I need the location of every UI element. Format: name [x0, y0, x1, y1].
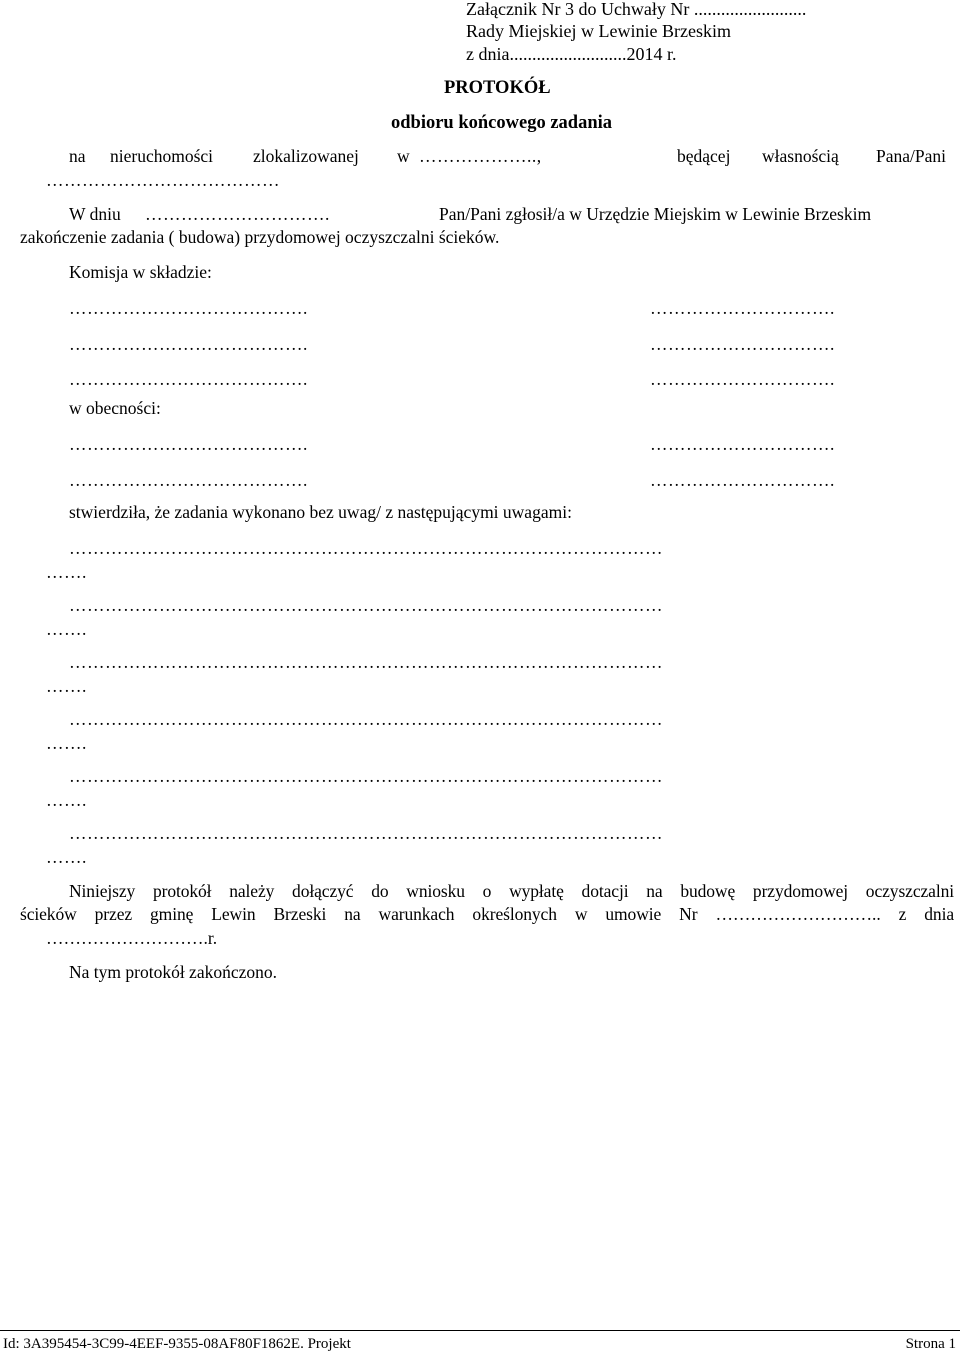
property-word-bedacej: będącej	[677, 146, 731, 166]
document-id: Id: 3A395454-3C99-4EEF-9355-08AF80F1862E. Projekt	[3, 1336, 351, 1352]
property-word-zlokalizowanej: zlokalizowanej	[253, 146, 359, 166]
remarks-line-2: ………………………………………………………………………………………	[69, 597, 663, 615]
document-title: PROTOKÓŁ	[444, 78, 551, 98]
property-word-w: w	[397, 146, 410, 166]
date-field: ………………………….	[145, 206, 330, 224]
property-word-nieruchomosci: nieruchomości	[110, 146, 214, 166]
commission-member-right-1: ………………………….	[650, 300, 835, 318]
task-description: zakończenie zadania ( budowa) przydomowej oczyszczalni ścieków.	[20, 227, 500, 247]
remarks-line-6-tail: …….	[46, 849, 87, 867]
date-prefix: W dniu	[69, 204, 121, 224]
remarks-line-3: ………………………………………………………………………………………	[69, 654, 663, 672]
closing-line-2: ścieków przez gminę Lewin Brzeski na warunkach określonych w umowie Nr ……………………….. z dnia	[20, 904, 954, 924]
property-word-na: na	[69, 146, 86, 166]
attachment-header-line3: z dnia..........................2014 r.	[466, 44, 677, 64]
remarks-line-1: ………………………………………………………………………………………	[69, 540, 663, 558]
closing-line-3: ……………………….r.	[46, 928, 218, 948]
attachment-header-line1: Załącznik Nr 3 do Uchwały Nr .........................	[466, 0, 807, 19]
page-number: Strona 1	[905, 1336, 956, 1352]
document-subtitle: odbioru końcowego zadania	[391, 113, 613, 133]
date-line-text: Pan/Pani zgłosił/a w Urzędzie Miejskim w Lewinie Brzeskim	[439, 204, 872, 224]
end-note: Na tym protokół zakończono.	[69, 962, 278, 982]
commission-member-left-3: ………………………………….	[69, 371, 308, 389]
commission-member-left-1: ………………………………….	[69, 300, 308, 318]
commission-member-right-3: ………………………….	[650, 371, 835, 389]
presence-label: w obecności:	[69, 398, 161, 418]
closing-line-1: Niniejszy protokół należy dołączyć do wniosku o wypłatę dotacji na budowę przydomowej oczyszczalni	[69, 881, 954, 901]
property-word-wlasnoscia: własnością	[762, 146, 839, 166]
presence-person-right-1: ………………………….	[650, 436, 835, 454]
attachment-header-line2: Rady Miejskiej w Lewinie Brzeskim	[466, 21, 731, 41]
property-word-pana-pani: Pana/Pani	[876, 146, 946, 166]
remarks-line-4-tail: …….	[46, 735, 87, 753]
remarks-line-4: ………………………………………………………………………………………	[69, 711, 663, 729]
remarks-line-2-tail: …….	[46, 621, 87, 639]
location-field: ………………..,	[419, 148, 542, 166]
commission-label: Komisja w składzie:	[69, 262, 212, 282]
presence-person-right-2: ………………………….	[650, 472, 835, 490]
presence-person-left-2: ………………………………….	[69, 472, 308, 490]
remarks-line-5-tail: …….	[46, 792, 87, 810]
owner-name-field: …………………………………	[46, 172, 280, 190]
presence-person-left-1: ………………………………….	[69, 436, 308, 454]
commission-member-right-2: ………………………….	[650, 336, 835, 354]
remarks-line-6: ………………………………………………………………………………………	[69, 825, 663, 843]
remarks-line-5: ………………………………………………………………………………………	[69, 768, 663, 786]
remarks-line-1-tail: …….	[46, 564, 87, 582]
remarks-line-3-tail: …….	[46, 678, 87, 696]
footer-rule	[0, 1330, 960, 1331]
commission-member-left-2: ………………………………….	[69, 336, 308, 354]
statement-text: stwierdziła, że zadania wykonano bez uwag/ z następującymi uwagami:	[69, 502, 572, 522]
